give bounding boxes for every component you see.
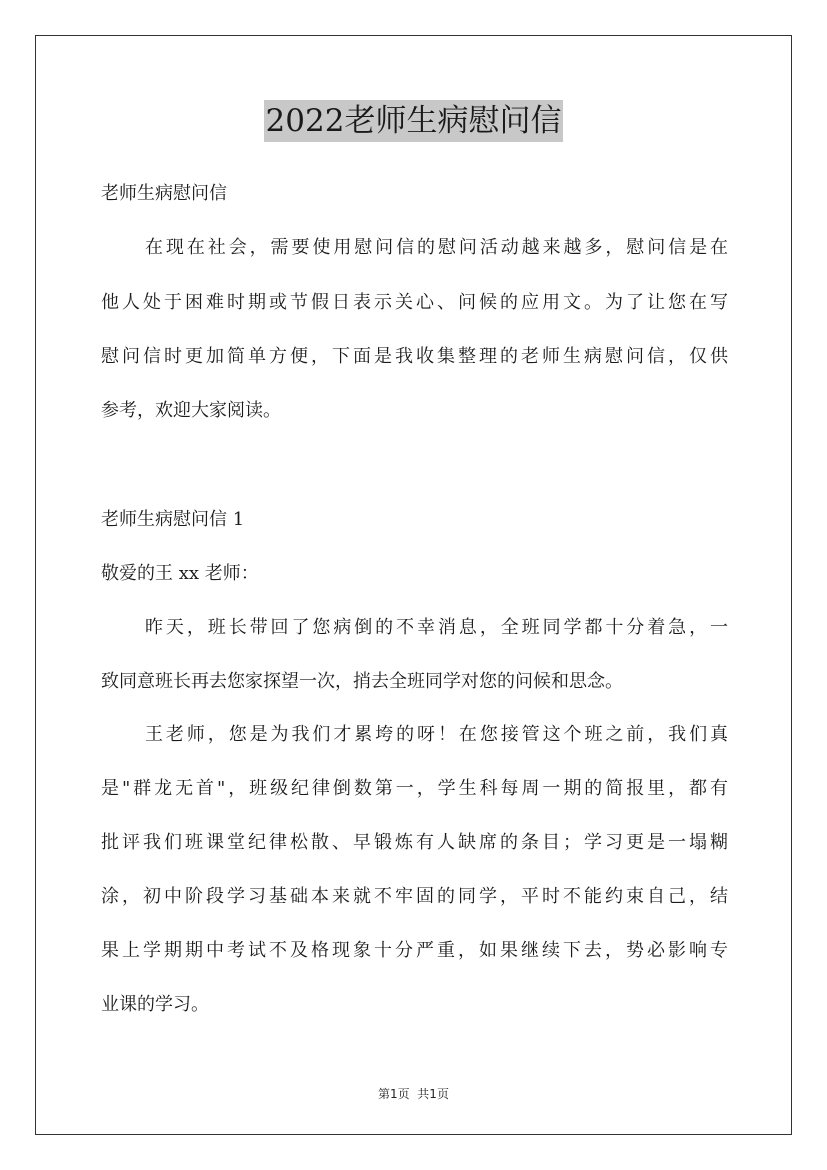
intro-line-2: 他人处于困难时期或节假日表示关心、问候的应用文。为了让您在写 [101,292,728,313]
para2-line-3: 批评我们班课堂纪律松散、早锻炼有人缺席的条目；学习更是一塌糊 [101,832,728,853]
heading-main: 老师生病慰问信 [101,183,227,204]
para2-line-5: 果上学期期中考试不及格现象十分严重，如果继续下去，势必影响专 [101,940,728,961]
heading-letter-1: 老师生病慰问信 1 [101,509,245,530]
intro-line-3: 慰问信时更加简单方便，下面是我收集整理的老师生病慰问信，仅供 [101,346,728,367]
para2-line-1: 王老师，您是为我们才累垮的呀！在您接管这个班之前，我们真 [145,724,728,745]
page-footer [0,1085,827,1102]
salutation: 敬爱的王 xx 老师： [101,563,259,584]
para2-line-4: 涂，初中阶段学习基础本来就不牢固的同学，平时不能约束自己，结 [101,886,728,907]
para2-line-6: 业课的学习。 [101,994,209,1015]
intro-line-1: 在现在社会，需要使用慰问信的慰问活动越来越多，慰问信是在 [145,237,728,258]
document-title-block [0,100,827,142]
para2-line-2: 是"群龙无首"，班级纪律倒数第一，学生科每周一期的简报里，都有 [101,778,728,799]
page-number: 第1页 共1页 [378,1087,449,1101]
document-title: 2022老师生病慰问信 [264,100,564,142]
para1-line-1: 昨天，班长带回了您病倒的不幸消息，全班同学都十分着急，一 [145,617,728,638]
para1-line-2: 致同意班长再去您家探望一次，捎去全班同学对您的问候和思念。 [101,671,623,692]
intro-line-4: 参考，欢迎大家阅读。 [101,400,281,421]
